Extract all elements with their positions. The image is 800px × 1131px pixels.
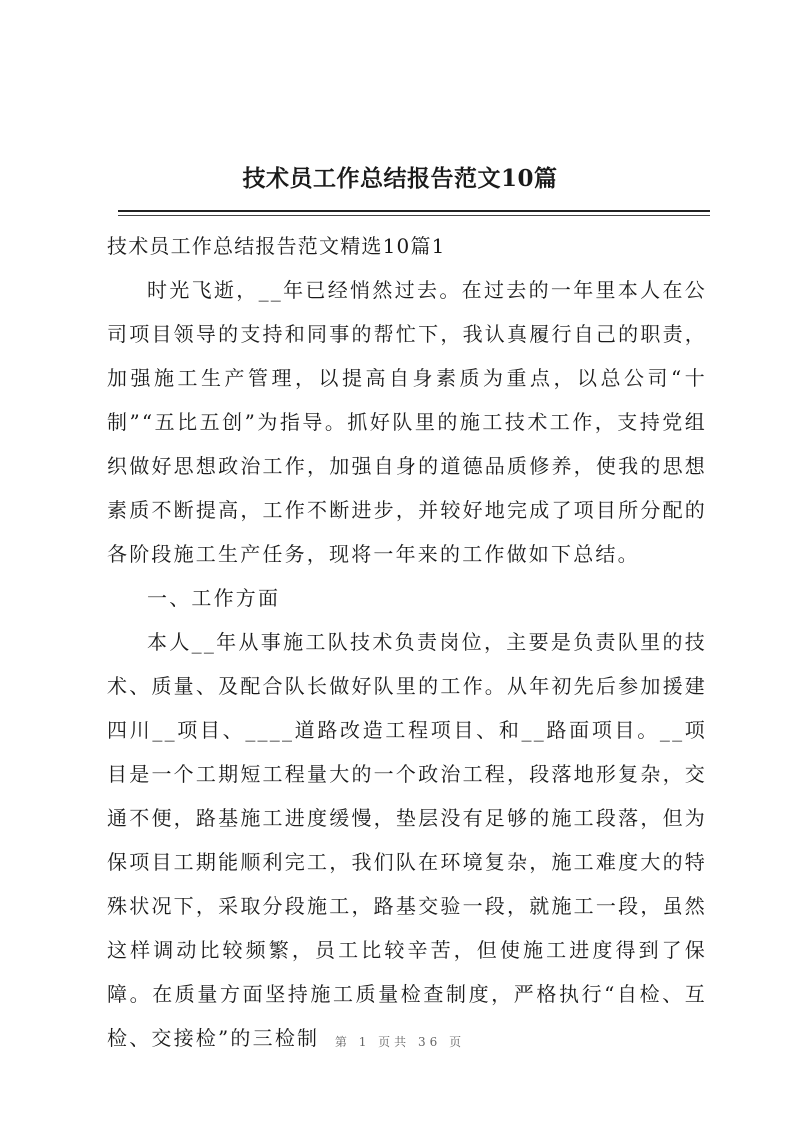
title-underline-thin — [118, 215, 710, 216]
document-title: 技术员工作总结报告范文10篇 — [242, 165, 558, 192]
section-heading: 一、工作方面 — [147, 586, 281, 610]
document-body — [107, 224, 707, 1060]
title-underline — [118, 210, 710, 212]
body-paragraph: 时光飞逝，__年已经悄然过去。在过去的一年里本人在公司项目领导的支持和同事的帮忙下，我认真履行自己的职责，加强施工生产管理，以提高自身素质为重点，以总公司“十制”“五比五创”为指导。抓好队里的施工技术工作，支持党组织做好思想政治工作，加强自身的道德品质修养，使我的思想素质不断提高，工作不断进步，并较好地完成了项目所分配的各阶段施工生产任务，现将一年来的工作做如下总结。 — [107, 278, 707, 566]
section-subtitle: 技术员工作总结报告范文精选10篇1 — [107, 234, 446, 258]
body-paragraph: 本人__年从事施工队技术负责岗位，主要是负责队里的技术、质量、及配合队长做好队里的工作。从年初先后参加援建四川__项目、____道路改造工程项目、和__路面项目。__项目是一个工期短工程量大的一个政治工程，段落地形复杂，交通不便，路基施工进度缓慢，垫层没有足够的施工段落，但为保项目工期能顺利完工，我们队在环境复杂，施工难度大的特殊状况下，采取分段施工，路基交验一段，就施工一段，虽然这样调动比较频繁，员工比较辛苦，但使施工进度得到了保障。在质量方面坚持施工质量检查制度，严格执行“自检、互检、交接检”的三检制 — [107, 630, 707, 1050]
page-number-footer: 第 1 页共 36 页 — [334, 1035, 466, 1049]
